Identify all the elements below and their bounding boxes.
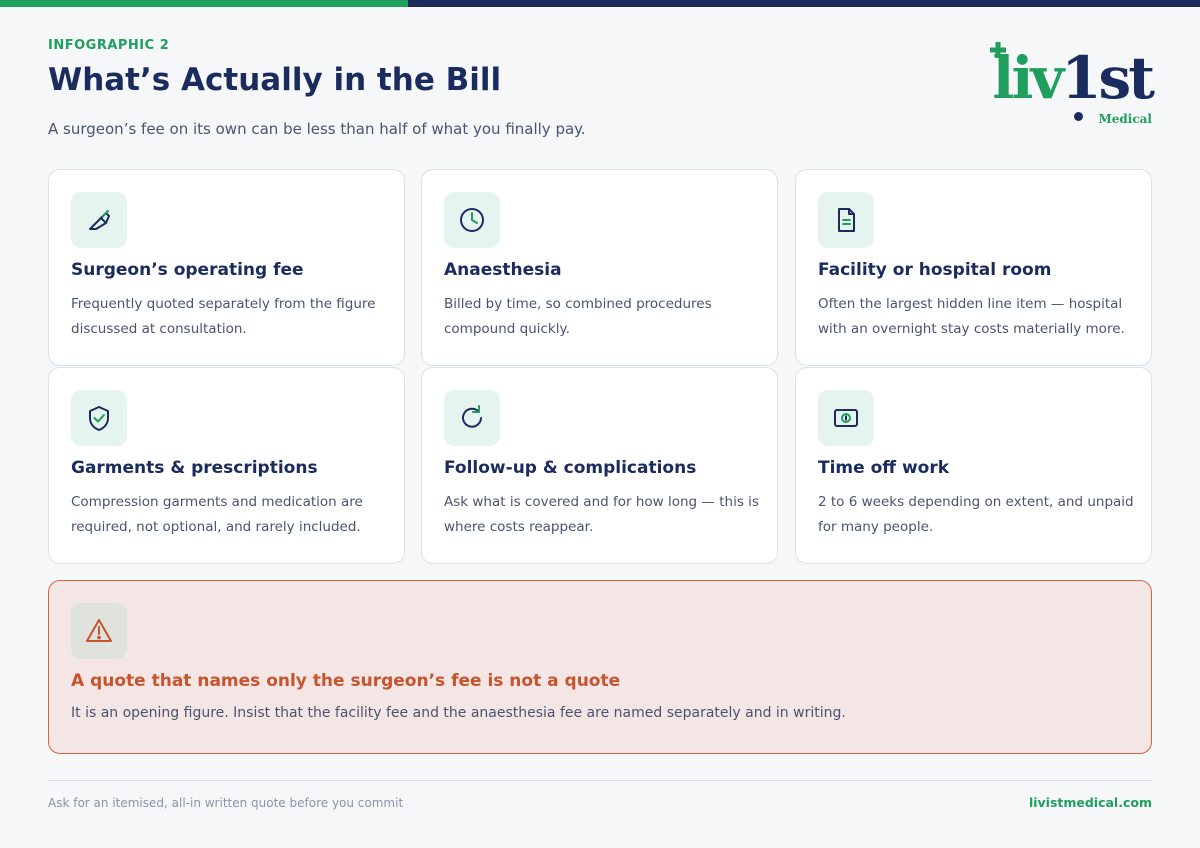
card-title: Time off work [818, 458, 950, 478]
card-body: Ask what is covered and for how long — this is where costs reappear. [444, 494, 759, 535]
card-body: Often the largest hidden line item — hospital with an overnight stay costs materially more. [818, 296, 1125, 337]
cost-card-time-off [795, 367, 1152, 564]
card-body: 2 to 6 weeks depending on extent, and unpaid for many people. [818, 494, 1134, 535]
card-body: Frequently quoted separately from the figure discussed at consultation. [71, 296, 376, 337]
card-title: Garments & prescriptions [71, 458, 318, 478]
eyebrow-label: INFOGRAPHIC 2 [48, 38, 170, 53]
top-accent-navy [408, 0, 1200, 7]
money-icon [831, 403, 861, 433]
warning-callout [48, 580, 1152, 754]
shield-check-icon [84, 403, 114, 433]
card-body: Compression garments and medication are required, not optional, and rarely included. [71, 494, 363, 535]
card-icon-wrap [71, 192, 127, 248]
page-title: What’s Actually in the Bill [48, 62, 502, 98]
top-accent-bar [0, 0, 1200, 7]
warning-title: A quote that names only the surgeon’s fee is not a quote [71, 671, 621, 691]
cost-card-surgeon-fee [48, 169, 405, 366]
footer-divider [48, 780, 1152, 781]
card-icon-wrap [71, 390, 127, 446]
logo-word-green: liv [992, 44, 1062, 112]
card-icon-wrap [444, 390, 500, 446]
cost-card-facility [795, 169, 1152, 366]
cost-card-follow-up [421, 367, 778, 564]
document-icon [831, 205, 861, 235]
cost-card-garments [48, 367, 405, 564]
warning-triangle-icon [84, 616, 114, 646]
footer-website-link[interactable]: livistmedical.com [1028, 795, 1152, 810]
logo-wordmark [992, 46, 1152, 110]
warning-body: It is an opening figure. Insist that the facility fee and the anaesthesia fee are named separately and in writing. [71, 705, 846, 721]
warning-icon-wrap [71, 603, 127, 659]
card-icon-wrap [818, 390, 874, 446]
card-icon-wrap [444, 192, 500, 248]
card-title: Facility or hospital room [818, 260, 1052, 280]
card-icon-wrap [818, 192, 874, 248]
card-title: Anaesthesia [444, 260, 562, 280]
logo-word-navy: 1st [1061, 44, 1152, 112]
scalpel-icon [84, 205, 114, 235]
card-title: Surgeon’s operating fee [71, 260, 304, 280]
page-subtitle: A surgeon’s fee on its own can be less than half of what you finally pay. [48, 120, 586, 138]
logo-subtitle: Medical [1098, 112, 1152, 126]
card-title: Follow-up & complications [444, 458, 697, 478]
cost-card-anaesthesia [421, 169, 778, 366]
brand-logo [982, 42, 1152, 128]
clock-icon [457, 205, 487, 235]
logo-dot [1074, 112, 1083, 121]
card-body: Billed by time, so combined procedures compound quickly. [444, 296, 712, 337]
refresh-icon [457, 403, 487, 433]
top-accent-green [0, 0, 408, 7]
footer-note: Ask for an itemised, all-in written quote before you commit [48, 796, 404, 810]
